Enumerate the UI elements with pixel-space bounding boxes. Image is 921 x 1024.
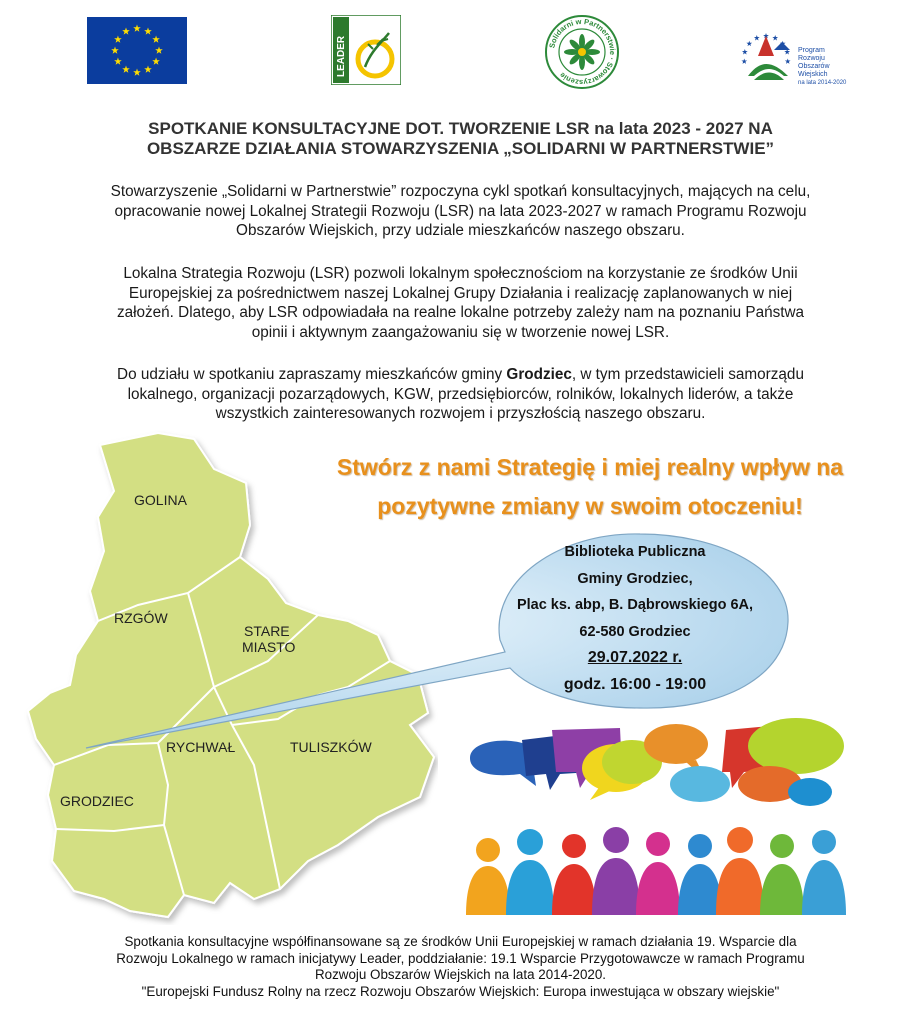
svg-text:LEADER: LEADER <box>336 35 347 77</box>
map-label-stare-miasto-2: MIASTO <box>242 639 296 655</box>
map-label-rzgow: RZGÓW <box>114 610 168 626</box>
municipality-name: Grodziec <box>506 366 572 383</box>
footer-line: Spotkania konsultacyjne współfinansowane są ze środków Unii Europejskiej w ramach działania 19. Wsparcie dla <box>124 934 797 949</box>
event-hours: godz. 16:00 - 19:00 <box>563 675 707 693</box>
people-silhouettes-icon <box>466 827 846 915</box>
map-label-stare-miasto-1: STARE <box>244 623 290 639</box>
text-line: Stowarzyszenie „Solidarni w Partnerstwie” rozpoczyna cykl spotkań konsultacyjnych, mających na celu, <box>110 183 811 200</box>
map-label-grodziec: GRODZIEC <box>60 793 134 809</box>
title-line: OBSZARZE DZIAŁANIA STOWARZYSZENIA „SOLIDARNI W PARTNERSTWIE” <box>146 139 775 158</box>
people-speech-illustration <box>440 700 890 915</box>
text-line: opracowanie nowej Lokalnej Strategii Rozwoju (LSR) na lata 2023-2027 w ramach Programu Rozwoju <box>114 202 807 220</box>
svg-text:Program: Program <box>798 47 825 54</box>
text-span: , w tym przedstawicieli samorządu <box>571 366 804 383</box>
speech-bubbles-icon <box>470 718 844 806</box>
venue-address: Plac ks. abp, B. Dąbrowskiego 6A, <box>516 597 754 613</box>
svg-text:Obszarów: Obszarów <box>798 63 830 70</box>
slogan-line: Stwórz z nami Strategię i miej realny wpływ na <box>336 454 844 480</box>
venue-info-bubble <box>490 533 780 708</box>
text-line: Lokalna Strategia Rozwoju (LSR) pozwoli lokalnym społecznościom na korzystanie ze środków Unii <box>123 265 798 282</box>
slogan-line: pozytywne zmiany w swoim otoczeniu! <box>377 493 803 519</box>
text-line: Europejskiej za pośrednictwem naszej Lokalnej Grupy Działania i realizację zaplanowanych w niej <box>128 284 793 302</box>
footer-line: Rozwoju Obszarów Wiejskich na lata 2014-2020. <box>314 967 607 982</box>
footer-line: Rozwoju Lokalnego w ramach inicjatywy Leader, poddziałanie: 19.1 Wsparcie Przygotowawcze w ramach Programu <box>116 950 805 966</box>
svg-text:Rozwoju: Rozwoju <box>798 55 825 62</box>
venue-municipality: Gminy Grodziec, <box>577 570 693 587</box>
event-date: 29.07.2022 r. <box>587 649 683 666</box>
funding-footer <box>40 934 881 1000</box>
map-label-rychwal: RYCHWAŁ <box>166 739 236 755</box>
svg-text:Wiejskich: Wiejskich <box>798 71 828 78</box>
venue-postcode: 62-580 Grodziec <box>579 623 691 640</box>
map-label-tuliszkow: TULISZKÓW <box>290 739 372 755</box>
map-label-golina: GOLINA <box>134 492 187 508</box>
text-span: Do udziału w spotkaniu zapraszamy mieszkańców gminy <box>117 366 507 383</box>
text-line: lokalnego, organizacji pozarządowych, KGW, przedsiębiorców, rolników, lokalnych liderów, a także <box>127 385 794 403</box>
venue-name: Biblioteka Publiczna <box>564 544 706 560</box>
text-line: Obszarów Wiejskich, przy udziale mieszkańców naszego obszaru. <box>236 222 685 239</box>
svg-text:Solidarni w Partnerstwie · Sto: Solidarni w Partnerstwie · Stowarzyszenie <box>547 16 618 88</box>
text-line: założeń. Dlatego, aby LSR odpowiadała na realne lokalne potrzeby zależy nam na poznaniu Państwa <box>116 304 805 321</box>
text-line: wszystkich zainteresowanych rozwojem i przyszłością naszego obszaru. <box>215 405 706 422</box>
text-line: opinii i aktywnym zaangażowaniu się w tworzenie nowej LSR. <box>251 323 670 341</box>
svg-text:na lata 2014-2020: na lata 2014-2020 <box>798 80 847 86</box>
footer-line: "Europejski Fundusz Rolny na rzecz Rozwoju Obszarów Wiejskich: Europa inwestująca w obszary wiejskie" <box>141 983 780 999</box>
title-line: SPOTKANIE KONSULTACYJNE DOT. TWORZENIE LSR na lata 2023 - 2027 NA <box>148 119 773 138</box>
